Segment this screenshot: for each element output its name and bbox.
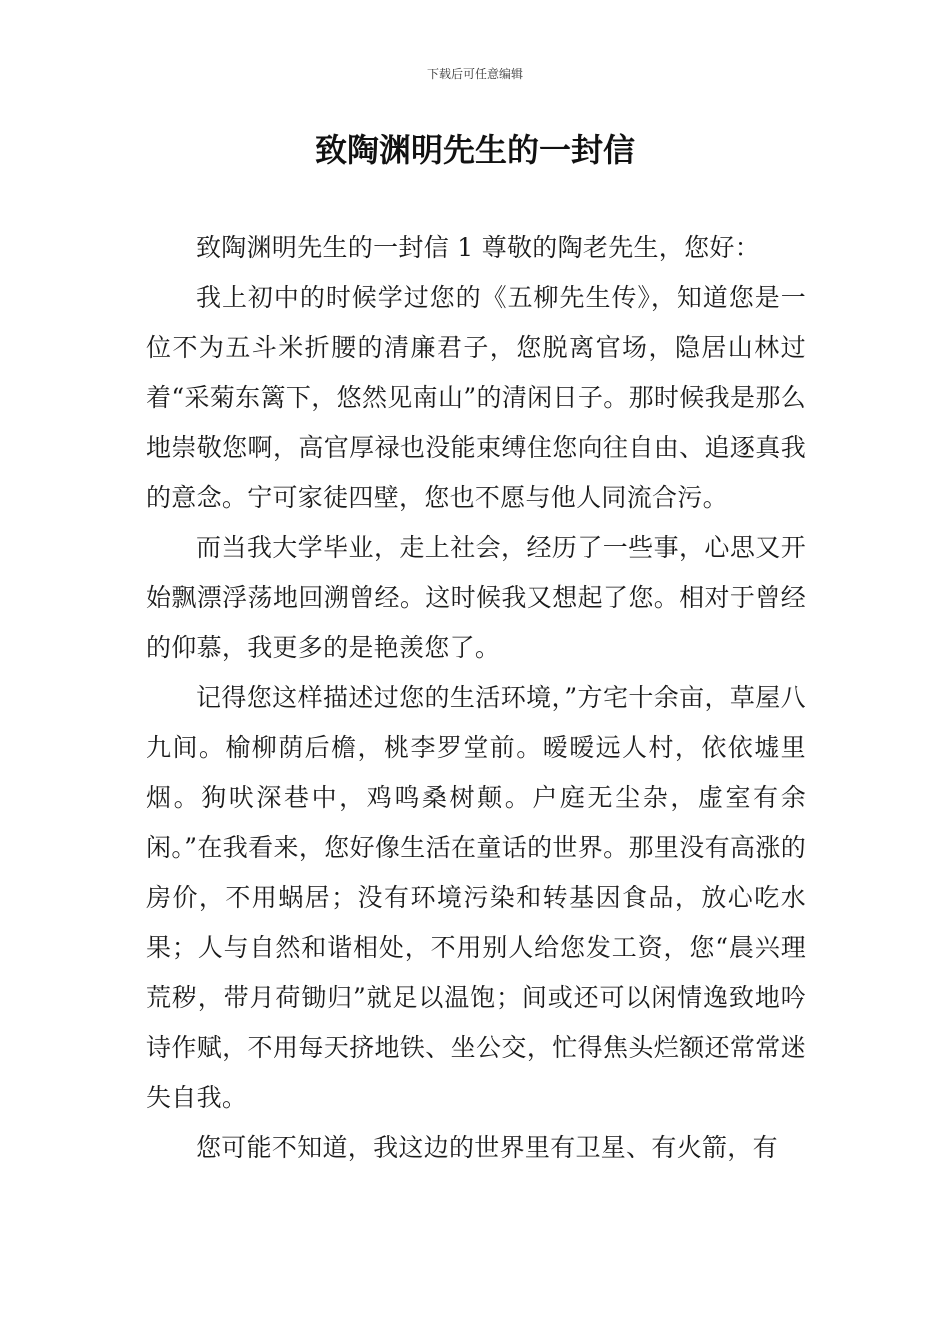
paragraph-4: 您可能不知道，我这边的世界里有卫星、有火箭，有 xyxy=(196,1133,778,1162)
document-title: 致陶渊明先生的一封信 xyxy=(314,131,635,169)
paragraph-2: 而当我大学毕业，走上社会，经历了一些事，心思又开始飘漂浮荡地回溯曾经。这时候我又想起了您。相对于曾经的仰慕，我更多的是艳羡您了。 xyxy=(146,533,806,662)
paragraph-greeting: 致陶渊明先生的一封信 1 尊敬的陶老先生，您好： xyxy=(196,233,761,262)
paragraph-1: 我上初中的时候学过您的《五柳先生传》，知道您是一位不为五斗米折腰的清廉君子，您脱离官场，隐居山林过着“采菊东篱下，悠然见南山”的清闲日子。那时候我是那么地崇敬您啊，高官厚禄也没能束缚住您向往自由、追逐真我的意念。宁可家徒四壁，您也不愿与他人同流合污。 xyxy=(146,283,806,512)
letter-body xyxy=(146,223,806,1173)
header-note: 下载后可任意编辑 xyxy=(426,67,523,81)
paragraph-3: 记得您这样描述过您的生活环境，”方宅十余亩，草屋八九间。榆柳荫后檐，桃李罗堂前。暧暧远人村，依依墟里烟。狗吠深巷中，鸡鸣桑树颠。户庭无尘杂，虚室有余闲。”在我看来，您好像生活在童话的世界。那里没有高涨的房价，不用蜗居；没有环境污染和转基因食品，放心吃水果；人与自然和谐相处，不用别人给您发工资，您“晨兴理荒秽，带月荷锄归”就足以温饱；间或还可以闲情逸致地吟诗作赋，不用每天挤地铁、坐公交，忙得焦头烂额还常常迷失自我。 xyxy=(146,683,806,1112)
